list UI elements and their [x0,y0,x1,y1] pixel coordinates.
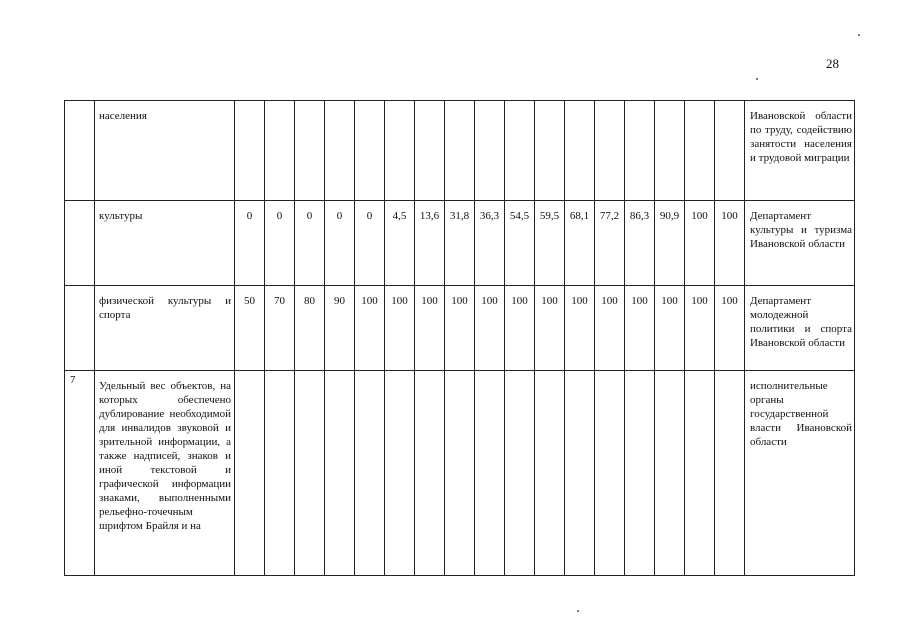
indicator-name-cell: культуры [95,201,235,286]
value-cell [565,101,595,201]
value-cell [655,101,685,201]
value-cell: 86,3 [625,201,655,286]
value-cell [535,101,565,201]
value-cell [685,101,715,201]
responsible-department-cell: Ивановской области по труду, содействию занятости населения и трудовой миграции [745,101,855,201]
value-cell [565,371,595,576]
value-cell: 100 [415,286,445,371]
row-number-cell [65,101,95,201]
row-number-cell [65,201,95,286]
value-cell: 100 [565,286,595,371]
value-cell [715,371,745,576]
responsible-department-cell: Департамент молодежной политики и спорта Ивановской области [745,286,855,371]
value-cell: 90 [325,286,355,371]
value-cell: 0 [235,201,265,286]
table-body [65,101,855,576]
value-cell: 0 [325,201,355,286]
scan-speck [756,78,758,80]
value-cell [505,371,535,576]
value-cell: 100 [595,286,625,371]
value-cell [715,101,745,201]
value-cell: 0 [355,201,385,286]
value-cell: 100 [715,201,745,286]
value-cell: 13,6 [415,201,445,286]
value-cell: 50 [235,286,265,371]
value-cell: 70 [265,286,295,371]
value-cell: 100 [535,286,565,371]
value-cell: 90,9 [655,201,685,286]
value-cell: 100 [715,286,745,371]
value-cell [265,101,295,201]
value-cell: 59,5 [535,201,565,286]
value-cell [625,101,655,201]
value-cell: 0 [295,201,325,286]
responsible-department-cell: Департамент культуры и туризма Ивановской области [745,201,855,286]
value-cell: 100 [385,286,415,371]
table-row [65,101,855,201]
value-cell [235,101,265,201]
value-cell: 100 [685,286,715,371]
value-cell [355,101,385,201]
indicator-name-cell: физической культуры и спорта [95,286,235,371]
scan-speck [577,610,579,612]
value-cell: 100 [475,286,505,371]
value-cell [235,371,265,576]
value-cell [385,101,415,201]
value-cell [535,371,565,576]
value-cell: 68,1 [565,201,595,286]
value-cell [415,371,445,576]
value-cell [265,371,295,576]
value-cell [655,371,685,576]
value-cell: 4,5 [385,201,415,286]
value-cell: 100 [625,286,655,371]
value-cell: 100 [655,286,685,371]
value-cell [325,371,355,576]
value-cell: 100 [355,286,385,371]
indicator-name-cell: Удельный вес объектов, на которых обеспечено дублирование необходимой для инвалидов звуковой и зрительной информации, а также надписей, знаков и иной текстовой и графической информации знаками, выполненными рельефно-точечным шрифтом Брайля и на [95,371,235,576]
table-row [65,371,855,576]
value-cell: 36,3 [475,201,505,286]
page-number: 28 [826,56,839,71]
row-number-cell: 7 [65,371,95,576]
value-cell: 77,2 [595,201,625,286]
value-cell: 80 [295,286,325,371]
value-cell: 0 [265,201,295,286]
value-cell [625,371,655,576]
value-cell [295,371,325,576]
value-cell [385,371,415,576]
value-cell: 100 [685,201,715,286]
value-cell [595,101,625,201]
value-cell [445,371,475,576]
value-cell: 100 [505,286,535,371]
value-cell [595,371,625,576]
value-cell: 54,5 [505,201,535,286]
value-cell [415,101,445,201]
value-cell [445,101,475,201]
value-cell [475,371,505,576]
value-cell [475,101,505,201]
indicator-name-cell: населения [95,101,235,201]
indicators-table [64,100,855,576]
scan-speck [858,34,860,36]
row-number-cell [65,286,95,371]
value-cell: 100 [445,286,475,371]
table-row [65,286,855,371]
value-cell [325,101,355,201]
responsible-department-cell: исполнительные органы государственной власти Ивановской области [745,371,855,576]
table-row [65,201,855,286]
value-cell [355,371,385,576]
value-cell [685,371,715,576]
value-cell [505,101,535,201]
value-cell: 31,8 [445,201,475,286]
value-cell [295,101,325,201]
